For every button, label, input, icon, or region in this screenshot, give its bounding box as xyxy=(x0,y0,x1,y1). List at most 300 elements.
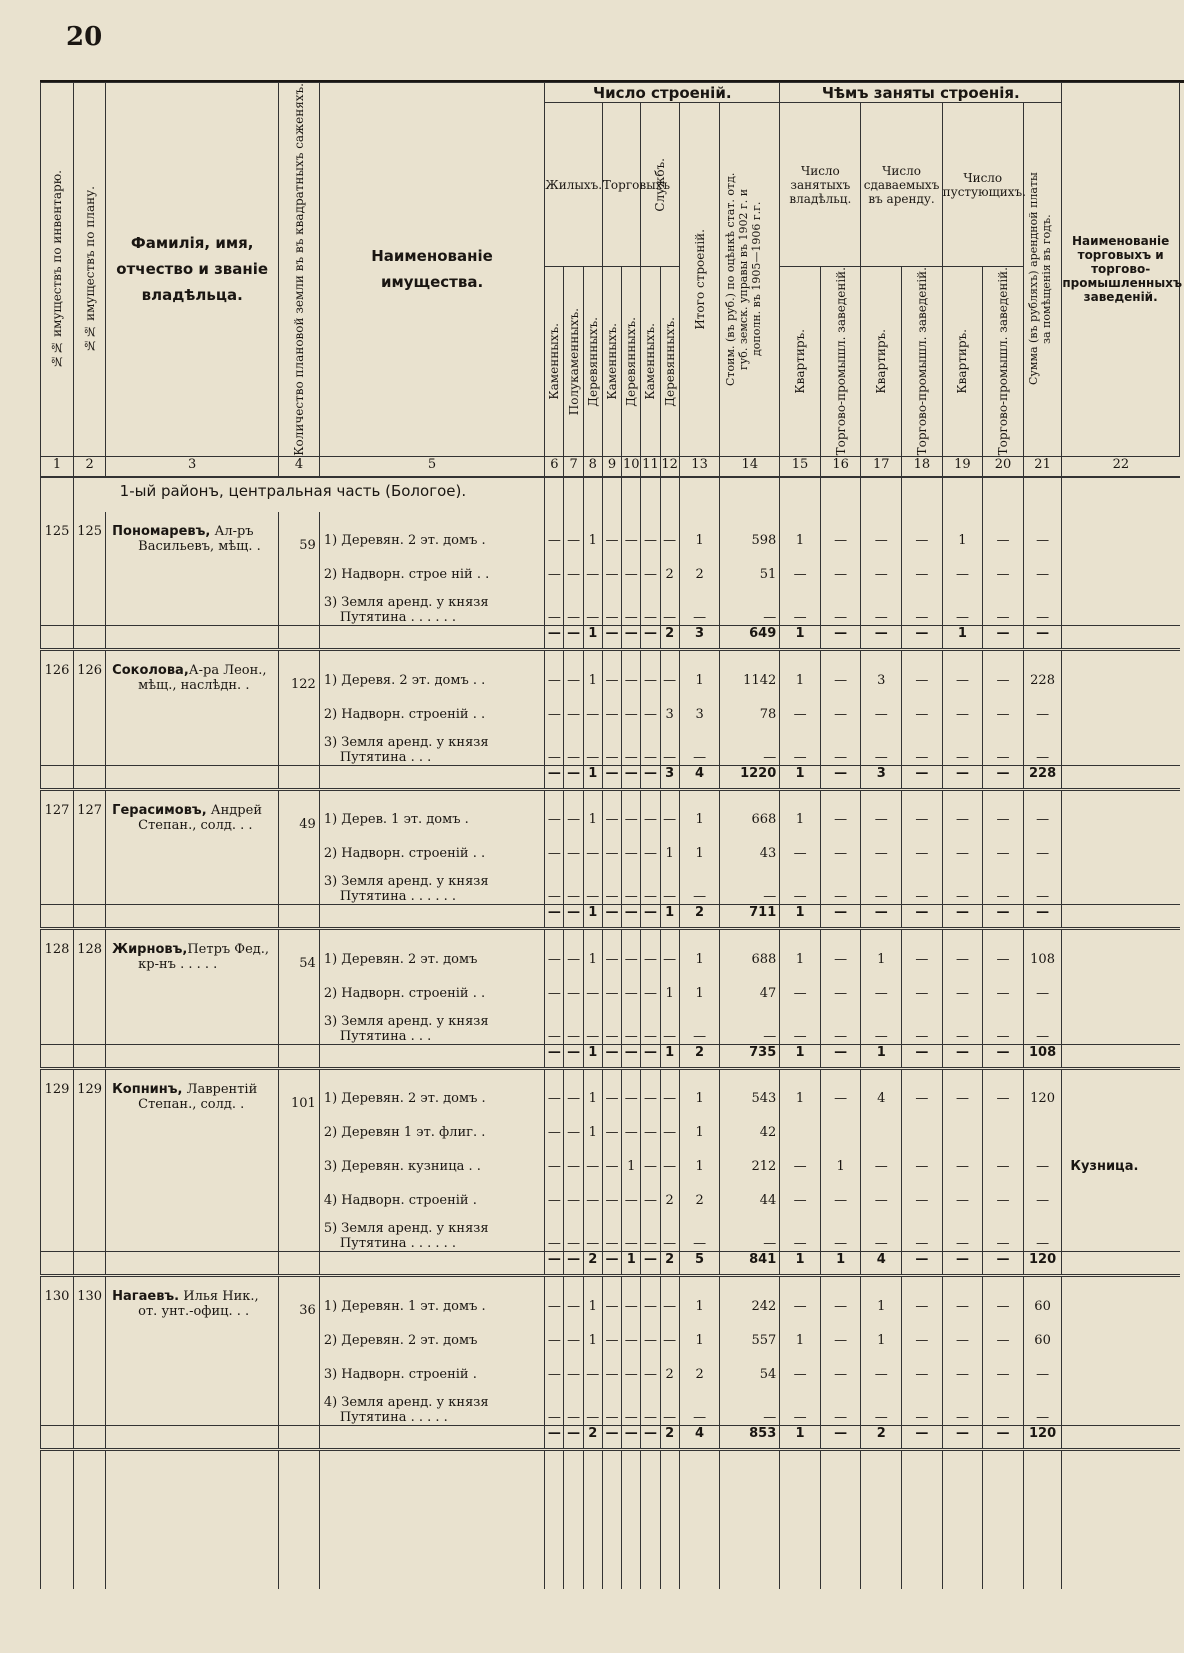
property-item-label: 3) Земля аренд. у князя xyxy=(323,1013,489,1029)
item-row xyxy=(41,1150,1180,1184)
owner-surname: Копнинъ, xyxy=(112,1081,183,1097)
value-cell: — xyxy=(660,1116,679,1150)
value-cell: — xyxy=(983,1391,1024,1425)
header-owner: Фамилія, имя, отчество и званіе владѣльца. xyxy=(106,83,279,457)
value-cell: — xyxy=(942,697,983,731)
value-cell: — xyxy=(983,524,1024,558)
total-cell: 4 xyxy=(861,1252,902,1276)
column-number: 4 xyxy=(279,456,320,477)
item-row xyxy=(41,1289,1180,1323)
value-cell: — xyxy=(942,871,983,905)
value-cell: — xyxy=(545,1116,564,1150)
value-cell: — xyxy=(641,1184,660,1218)
value-cell: — xyxy=(1023,976,1061,1010)
total-cell: — xyxy=(983,1425,1024,1449)
inventory-number: 128 xyxy=(41,942,74,976)
value-cell: — xyxy=(902,663,943,697)
value-cell: — xyxy=(902,1010,943,1044)
value-cell: — xyxy=(622,1116,641,1150)
value-cell: — xyxy=(679,871,720,905)
value-cell: — xyxy=(942,663,983,697)
total-cell: — xyxy=(545,1044,564,1068)
value-cell: — xyxy=(1023,731,1061,765)
total-cell: — xyxy=(861,905,902,929)
value-cell xyxy=(1062,731,1180,765)
value-cell: — xyxy=(641,871,660,905)
value-cell: — xyxy=(902,1323,943,1357)
value-cell: — xyxy=(622,871,641,905)
value-cell: — xyxy=(545,1323,564,1357)
plan-number: 125 xyxy=(74,524,106,558)
total-cell: 2 xyxy=(583,1425,602,1449)
value-cell: — xyxy=(602,1150,621,1184)
column-number: 2 xyxy=(74,456,106,477)
total-cell: 1 xyxy=(622,1252,641,1276)
total-cell: — xyxy=(564,1252,583,1276)
value-cell: 598 xyxy=(720,524,780,558)
header-establishments: Наименованіе торговыхъ и торгово-промышленныхъ заведеній. xyxy=(1062,83,1180,457)
value-cell: — xyxy=(820,1184,861,1218)
value-cell: — xyxy=(641,837,660,871)
property-register-table xyxy=(40,82,1180,1589)
property-item-label: 4) Земля аренд. у князя xyxy=(323,1394,489,1410)
item-row xyxy=(41,1082,1180,1116)
value-cell: — xyxy=(720,731,780,765)
value-cell: — xyxy=(641,976,660,1010)
total-cell: — xyxy=(902,1425,943,1449)
value-cell xyxy=(1062,1323,1180,1357)
value-cell: — xyxy=(641,803,660,837)
value-cell: — xyxy=(679,731,720,765)
value-cell: — xyxy=(622,663,641,697)
value-cell: 1 xyxy=(583,1082,602,1116)
value-cell: — xyxy=(820,1082,861,1116)
value-cell: — xyxy=(602,558,621,592)
value-cell: — xyxy=(861,731,902,765)
total-cell: — xyxy=(602,905,621,929)
value-cell: — xyxy=(545,1184,564,1218)
value-cell: 54 xyxy=(720,1357,780,1391)
item-row xyxy=(41,663,1180,697)
total-cell xyxy=(1062,626,1180,650)
value-cell: — xyxy=(622,1357,641,1391)
value-cell: — xyxy=(583,1150,602,1184)
value-cell: — xyxy=(861,558,902,592)
value-cell: 1 xyxy=(942,524,983,558)
value-cell: — xyxy=(820,942,861,976)
value-cell: — xyxy=(564,1218,583,1252)
value-cell: — xyxy=(942,1218,983,1252)
value-cell xyxy=(1023,1116,1061,1150)
value-cell: — xyxy=(641,663,660,697)
total-cell: — xyxy=(622,1425,641,1449)
column-number: 19 xyxy=(942,456,983,477)
value-cell: — xyxy=(983,1082,1024,1116)
entry-spacer xyxy=(41,512,1180,524)
total-cell: — xyxy=(622,626,641,650)
total-cell: 841 xyxy=(720,1252,780,1276)
value-cell: — xyxy=(1023,1218,1061,1252)
total-cell: 735 xyxy=(720,1044,780,1068)
land-area: 49 xyxy=(279,803,320,837)
total-cell: — xyxy=(641,1252,660,1276)
value-cell: — xyxy=(780,1150,821,1184)
column-number: 8 xyxy=(583,456,602,477)
value-cell: 1 xyxy=(583,1289,602,1323)
value-cell: — xyxy=(983,592,1024,626)
value-cell: 3 xyxy=(861,663,902,697)
total-cell: — xyxy=(942,1425,983,1449)
total-cell: — xyxy=(564,765,583,789)
value-cell: — xyxy=(564,592,583,626)
value-cell: — xyxy=(564,803,583,837)
value-cell: — xyxy=(545,592,564,626)
value-cell: — xyxy=(983,942,1024,976)
value-cell: — xyxy=(861,803,902,837)
value-cell: — xyxy=(583,1357,602,1391)
value-cell: — xyxy=(602,1323,621,1357)
value-cell: — xyxy=(660,1010,679,1044)
value-cell: 1 xyxy=(583,524,602,558)
property-item-label: 1) Деревян. 2 эт. домъ . xyxy=(323,1091,486,1107)
value-cell: — xyxy=(720,871,780,905)
value-cell: 1 xyxy=(583,1116,602,1150)
value-cell xyxy=(820,1116,861,1150)
value-cell: — xyxy=(583,837,602,871)
value-cell: 1142 xyxy=(720,663,780,697)
total-cell xyxy=(1062,1252,1180,1276)
total-cell: — xyxy=(820,765,861,789)
header-serv-stone: Каменныхъ. xyxy=(641,267,660,456)
header-service: Службъ. xyxy=(641,103,679,267)
value-cell xyxy=(1062,663,1180,697)
value-cell: — xyxy=(679,1218,720,1252)
value-cell: — xyxy=(820,558,861,592)
value-cell: 1 xyxy=(583,803,602,837)
header-rented: Число сдаваемыхъ въ аренду. xyxy=(861,103,942,267)
value-cell: — xyxy=(641,697,660,731)
total-cell: — xyxy=(1023,626,1061,650)
value-cell: — xyxy=(641,558,660,592)
value-cell: — xyxy=(780,1391,821,1425)
header-inventory-number: №№ имуществъ по инвентарю. xyxy=(41,83,74,457)
property-item-label: 4) Надворн. строеній . xyxy=(323,1193,477,1209)
value-cell: — xyxy=(942,1010,983,1044)
value-cell xyxy=(1062,976,1180,1010)
value-cell: — xyxy=(902,1289,943,1323)
value-cell: 1 xyxy=(861,942,902,976)
value-cell: — xyxy=(622,1323,641,1357)
property-item xyxy=(319,976,544,1010)
item-row xyxy=(41,1184,1180,1218)
value-cell: — xyxy=(660,1218,679,1252)
header-trade-stone: Каменныхъ. xyxy=(602,267,621,456)
inventory-number: 125 xyxy=(41,524,74,558)
value-cell: — xyxy=(679,592,720,626)
value-cell: 3 xyxy=(660,697,679,731)
total-cell: — xyxy=(983,905,1024,929)
value-cell: — xyxy=(602,663,621,697)
value-cell: 1 xyxy=(861,1289,902,1323)
total-cell: 1 xyxy=(780,905,821,929)
total-cell: — xyxy=(545,626,564,650)
value-cell: — xyxy=(861,524,902,558)
value-cell: 2 xyxy=(660,1184,679,1218)
value-cell xyxy=(1062,697,1180,731)
total-cell: 108 xyxy=(1023,1044,1061,1068)
value-cell: — xyxy=(622,1289,641,1323)
total-cell: — xyxy=(564,1044,583,1068)
value-cell: — xyxy=(660,1323,679,1357)
total-cell: — xyxy=(820,626,861,650)
total-cell: 1 xyxy=(583,1044,602,1068)
plan-number: 129 xyxy=(74,1082,106,1116)
header-trade: Торговыхъ xyxy=(602,103,640,267)
value-cell: 3 xyxy=(679,697,720,731)
header-group-occupied: Чѣмъ заняты строенія. xyxy=(780,83,1062,103)
value-cell: 44 xyxy=(720,1184,780,1218)
header-res-stone: Каменныхъ. xyxy=(545,267,564,456)
value-cell xyxy=(1062,1218,1180,1252)
value-cell: 1 xyxy=(679,837,720,871)
value-cell: — xyxy=(564,558,583,592)
property-item xyxy=(319,663,544,697)
value-cell: — xyxy=(902,731,943,765)
value-cell: 42 xyxy=(720,1116,780,1150)
value-cell: 242 xyxy=(720,1289,780,1323)
value-cell: — xyxy=(660,1289,679,1323)
value-cell: — xyxy=(660,803,679,837)
value-cell xyxy=(1062,942,1180,976)
column-number: 1 xyxy=(41,456,74,477)
column-number: 21 xyxy=(1023,456,1061,477)
value-cell: — xyxy=(780,558,821,592)
plan-number: 127 xyxy=(74,803,106,837)
value-cell: — xyxy=(660,524,679,558)
entry-spacer xyxy=(41,1276,1180,1290)
value-cell: 1 xyxy=(780,1082,821,1116)
header-occ-trade: Торгово-промышл. заведеній. xyxy=(820,267,861,456)
property-item xyxy=(319,803,544,837)
value-cell: — xyxy=(983,1357,1024,1391)
header-total-buildings: Итого строеній. xyxy=(679,103,720,457)
value-cell: — xyxy=(641,942,660,976)
value-cell: — xyxy=(942,1391,983,1425)
item-row xyxy=(41,1391,1180,1425)
column-number: 17 xyxy=(861,456,902,477)
value-cell: 1 xyxy=(679,663,720,697)
value-cell: — xyxy=(820,697,861,731)
column-number: 9 xyxy=(602,456,621,477)
total-cell: — xyxy=(545,1425,564,1449)
total-cell: — xyxy=(564,1425,583,1449)
column-number: 20 xyxy=(983,456,1024,477)
total-cell: 1220 xyxy=(720,765,780,789)
value-cell: — xyxy=(545,558,564,592)
total-cell: 1 xyxy=(583,626,602,650)
value-cell: — xyxy=(942,592,983,626)
total-cell: 649 xyxy=(720,626,780,650)
total-cell xyxy=(1062,905,1180,929)
value-cell: — xyxy=(545,803,564,837)
value-cell: — xyxy=(902,1391,943,1425)
page-number: 20 xyxy=(66,22,103,52)
header-rent-sum: Сумма (въ рубляхъ) арендной платы за помѣщенія въ годъ. xyxy=(1023,103,1061,457)
value-cell: 1 xyxy=(679,1150,720,1184)
value-cell: — xyxy=(902,871,943,905)
value-cell: — xyxy=(942,1082,983,1116)
header-vac-apartments: Квартиръ. xyxy=(942,267,983,456)
value-cell: 78 xyxy=(720,697,780,731)
value-cell: — xyxy=(545,837,564,871)
item-row xyxy=(41,1218,1180,1252)
value-cell: — xyxy=(545,1010,564,1044)
total-cell: 120 xyxy=(1023,1425,1061,1449)
value-cell: — xyxy=(602,1289,621,1323)
value-cell: — xyxy=(564,942,583,976)
value-cell: 1 xyxy=(583,663,602,697)
property-item xyxy=(319,697,544,731)
value-cell: — xyxy=(622,1218,641,1252)
value-cell: — xyxy=(902,592,943,626)
total-cell: 5 xyxy=(679,1252,720,1276)
owner-rank: мѣщ., наслѣдн. . xyxy=(138,678,250,694)
value-cell: — xyxy=(545,663,564,697)
value-cell: — xyxy=(602,803,621,837)
value-cell: — xyxy=(583,1184,602,1218)
value-cell: — xyxy=(983,663,1024,697)
value-cell xyxy=(1062,1357,1180,1391)
header-rent-trade: Торгово-промышл. заведеній. xyxy=(902,267,943,456)
value-cell xyxy=(1062,1391,1180,1425)
property-item xyxy=(319,1391,544,1425)
total-cell: — xyxy=(902,765,943,789)
value-cell xyxy=(942,1116,983,1150)
value-cell: — xyxy=(641,1323,660,1357)
item-row xyxy=(41,803,1180,837)
column-number: 5 xyxy=(319,456,544,477)
property-item-label: 1) Деревя. 2 эт. домъ . . xyxy=(323,672,486,688)
value-cell: — xyxy=(545,942,564,976)
value-cell: — xyxy=(660,942,679,976)
register-table-wrapper xyxy=(40,82,1180,1589)
total-cell: — xyxy=(942,1044,983,1068)
filler-row xyxy=(41,1449,1180,1589)
value-cell: 1 xyxy=(780,524,821,558)
value-cell: — xyxy=(820,663,861,697)
value-cell: — xyxy=(602,592,621,626)
entry-total-row xyxy=(41,626,1180,650)
property-item-label: 2) Надворн. строеній . . xyxy=(323,985,486,1001)
header-vac-trade: Торгово-промышл. заведеній. xyxy=(983,267,1024,456)
value-cell: — xyxy=(583,871,602,905)
value-cell: — xyxy=(622,1010,641,1044)
property-item xyxy=(319,1150,544,1184)
value-cell: — xyxy=(545,697,564,731)
total-cell: — xyxy=(861,626,902,650)
value-cell: — xyxy=(983,1218,1024,1252)
plan-number: 130 xyxy=(74,1289,106,1323)
value-cell: — xyxy=(641,1010,660,1044)
total-cell: — xyxy=(641,1425,660,1449)
column-number: 22 xyxy=(1062,456,1180,477)
property-item-label: 2) Надворн. строеній . . xyxy=(323,846,486,862)
value-cell: 1 xyxy=(679,1082,720,1116)
value-cell: — xyxy=(564,1357,583,1391)
value-cell: 1 xyxy=(660,837,679,871)
value-cell: — xyxy=(720,1218,780,1252)
value-cell xyxy=(1062,524,1180,558)
property-item xyxy=(319,731,544,765)
value-cell: — xyxy=(622,976,641,1010)
value-cell: — xyxy=(545,1218,564,1252)
value-cell: — xyxy=(602,1391,621,1425)
owner-surname: Жирновъ, xyxy=(112,942,188,958)
value-cell: — xyxy=(861,697,902,731)
value-cell xyxy=(1062,1289,1180,1323)
total-cell: 1 xyxy=(583,905,602,929)
total-cell: — xyxy=(983,626,1024,650)
value-cell: — xyxy=(983,837,1024,871)
value-cell: — xyxy=(641,731,660,765)
value-cell: — xyxy=(679,1391,720,1425)
value-cell: — xyxy=(1023,1357,1061,1391)
owner-surname: Пономаревъ, xyxy=(112,523,211,539)
total-cell: — xyxy=(622,765,641,789)
value-cell: — xyxy=(602,942,621,976)
value-cell: — xyxy=(545,731,564,765)
value-cell: — xyxy=(820,1391,861,1425)
value-cell: 2 xyxy=(660,1357,679,1391)
value-cell: — xyxy=(583,592,602,626)
total-cell: — xyxy=(602,1425,621,1449)
total-cell: 2 xyxy=(660,1425,679,1449)
property-item-label-cont: Путятина . . . xyxy=(339,749,432,765)
owner-given: Лаврентій xyxy=(182,1081,258,1097)
total-cell: — xyxy=(602,626,621,650)
total-cell: — xyxy=(602,765,621,789)
value-cell: — xyxy=(564,871,583,905)
entry-total-row xyxy=(41,1044,1180,1068)
value-cell: 60 xyxy=(1023,1289,1061,1323)
value-cell: — xyxy=(942,1323,983,1357)
property-item-label-cont: Путятина . . . . . . xyxy=(339,1236,457,1252)
value-cell: — xyxy=(983,697,1024,731)
value-cell: — xyxy=(861,1357,902,1391)
value-cell: 1 xyxy=(679,1323,720,1357)
column-number: 6 xyxy=(545,456,564,477)
value-cell xyxy=(1062,1010,1180,1044)
property-item-label: 5) Земля аренд. у князя xyxy=(323,1221,489,1237)
value-cell: — xyxy=(820,1357,861,1391)
property-item-label: 2) Деревян 1 эт. флиг. . xyxy=(323,1125,486,1141)
value-cell: — xyxy=(583,558,602,592)
value-cell: — xyxy=(564,663,583,697)
value-cell: 1 xyxy=(679,942,720,976)
property-item-label: 3) Земля аренд. у князя xyxy=(323,734,489,750)
value-cell xyxy=(1062,1082,1180,1116)
value-cell: — xyxy=(820,871,861,905)
entry-spacer xyxy=(41,789,1180,803)
total-cell: 2 xyxy=(660,626,679,650)
total-cell: — xyxy=(545,905,564,929)
total-cell: 1 xyxy=(861,1044,902,1068)
item-row xyxy=(41,1116,1180,1150)
total-cell xyxy=(1062,1044,1180,1068)
total-cell: — xyxy=(902,1252,943,1276)
item-row xyxy=(41,1357,1180,1391)
total-cell: 1 xyxy=(780,1252,821,1276)
